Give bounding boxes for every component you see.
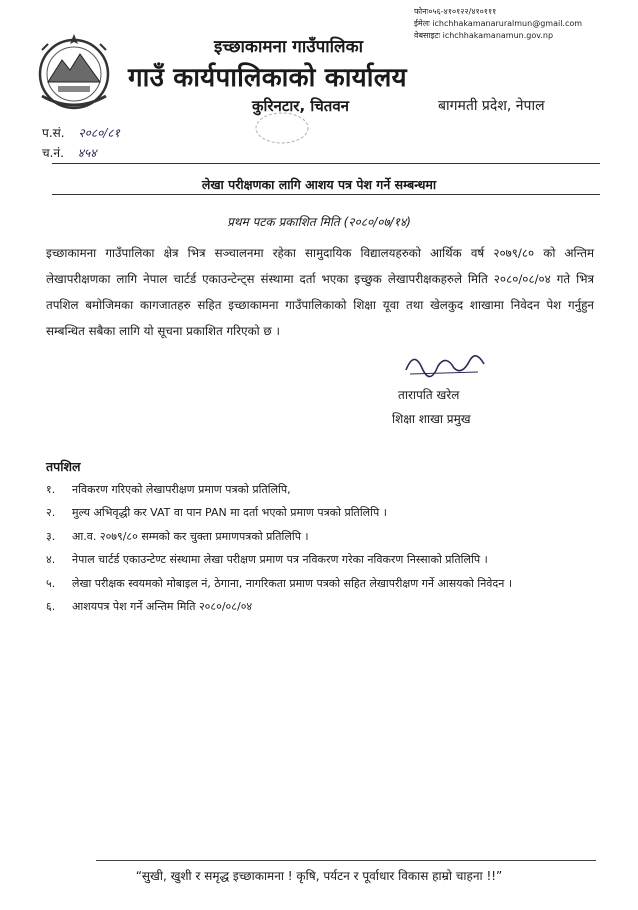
nepal-emblem-icon: [28, 30, 120, 114]
item-text: मुल्य अभिवृद्धी कर VAT वा पान PAN मा दर्ता भएको प्रमाण पत्रको प्रतिलिपि ।: [72, 506, 387, 520]
publication-date: प्रथम पटक प्रकाशित मिति (२०८०/०७/१४): [227, 215, 411, 229]
list-item: [46, 552, 606, 575]
notice-body: इच्छाकामना गाउँपालिका क्षेत्र भित्र सञ्चालनमा रहेका सामुदायिक विद्यालयहरुको आर्थिक वर्ष २०७९/८० को अन्तिम लेखापरीक्षणका लागि नेपाल चार्टर्ड एकाउन्टेन्ट्स संस्थामा दर्ता भएका इच्छुक लेखापरीक्षकहरुले मिति २०८०/०८/०४ गते भित्र तपशिल बमोजिमका कागजातहरु सहित इच्छाकामना गाउँपालिकाको शिक्षा यूवा तथा खेलकुद शाखामा निवेदन पेश गर्नुहुन सम्बन्धित सबैका लागि यो सूचना प्रकाशित गरिएको छ ।: [46, 246, 594, 338]
contact-website: वेबसाइटः ichchhakamanamun.gov.np: [414, 31, 554, 40]
item-number: ३.: [46, 529, 56, 543]
ps-value: २०८०/८१: [78, 126, 120, 140]
province-label: बागमती प्रदेश, नेपाल: [438, 98, 545, 114]
details-list: [46, 482, 606, 622]
item-number: ६.: [46, 599, 56, 613]
item-text: लेखा परीक्षक स्वयमको मोबाइल नं, ठेगाना, नागरिकता प्रमाण पत्रको सहित लेखापरीक्षण गर्ने आसयको निवेदन ।: [72, 576, 513, 590]
footer-slogan: “सुखी, खुशी र समृद्ध इच्छाकामना ! कृषि, पर्यटन र पूर्वाधार विकास हाम्रो चाहना !!”: [135, 869, 503, 883]
item-text: आ.व. २०७९/८० सम्मको कर चुक्ता प्रमाणपत्रको प्रतिलिपि ।: [72, 529, 309, 543]
list-item: [46, 599, 606, 622]
contact-phone: फोनः०५६-४१०१२२/४१०१११: [414, 7, 497, 16]
municipality-name: इच्छाकामना गाउँपालिका: [214, 37, 364, 57]
item-text: नेपाल चार्टर्ड एकाउन्टेण्ट संस्थामा लेखा परीक्षण प्रमाण पत्र नविकरण गरेका नविकरण निस्साको प्रतिलिपि ।: [72, 553, 488, 567]
item-text: नविकरण गरिएको लेखापरीक्षण प्रमाण पत्रको प्रतिलिपि,: [72, 483, 291, 496]
item-text: आशयपत्र पेश गर्ने अन्तिम मिति २०८०/०८/०४: [72, 599, 253, 613]
footer-divider: [96, 860, 596, 861]
signatory-name: तारापति खरेल: [398, 388, 460, 402]
subject-divider: [52, 194, 600, 195]
list-item: [46, 505, 606, 528]
signatory-title: शिक्षा शाखा प्रमुख: [392, 412, 471, 426]
list-item: [46, 576, 606, 599]
contact-email: ईमेलः ichchhakamanaruralmun@gmail.com: [414, 19, 583, 28]
ps-label: प.सं.: [42, 126, 65, 140]
item-number: ४.: [46, 553, 56, 567]
office-stamp-icon: [252, 110, 312, 146]
details-title: तपशिल: [46, 459, 81, 474]
signature-icon: [400, 346, 490, 382]
reference-cn: [42, 144, 96, 161]
item-number: १.: [46, 483, 56, 496]
office-title: गाउँ कार्यपालिकाको कार्यालय: [128, 63, 407, 93]
contact-block: [414, 6, 582, 42]
office-address: कुरिनटार, चितवन: [252, 97, 349, 115]
list-item: [46, 529, 606, 552]
list-item: [46, 482, 606, 505]
item-number: २.: [46, 506, 56, 520]
notice-subject: लेखा परीक्षणका लागि आशय पत्र पेश गर्ने सम्बन्धमा: [201, 177, 437, 192]
reference-ps: [42, 124, 120, 141]
cn-label: च.नं.: [42, 146, 64, 160]
cn-value: ४५४: [77, 146, 97, 160]
item-number: ५.: [46, 576, 56, 590]
header-divider: [52, 163, 600, 164]
